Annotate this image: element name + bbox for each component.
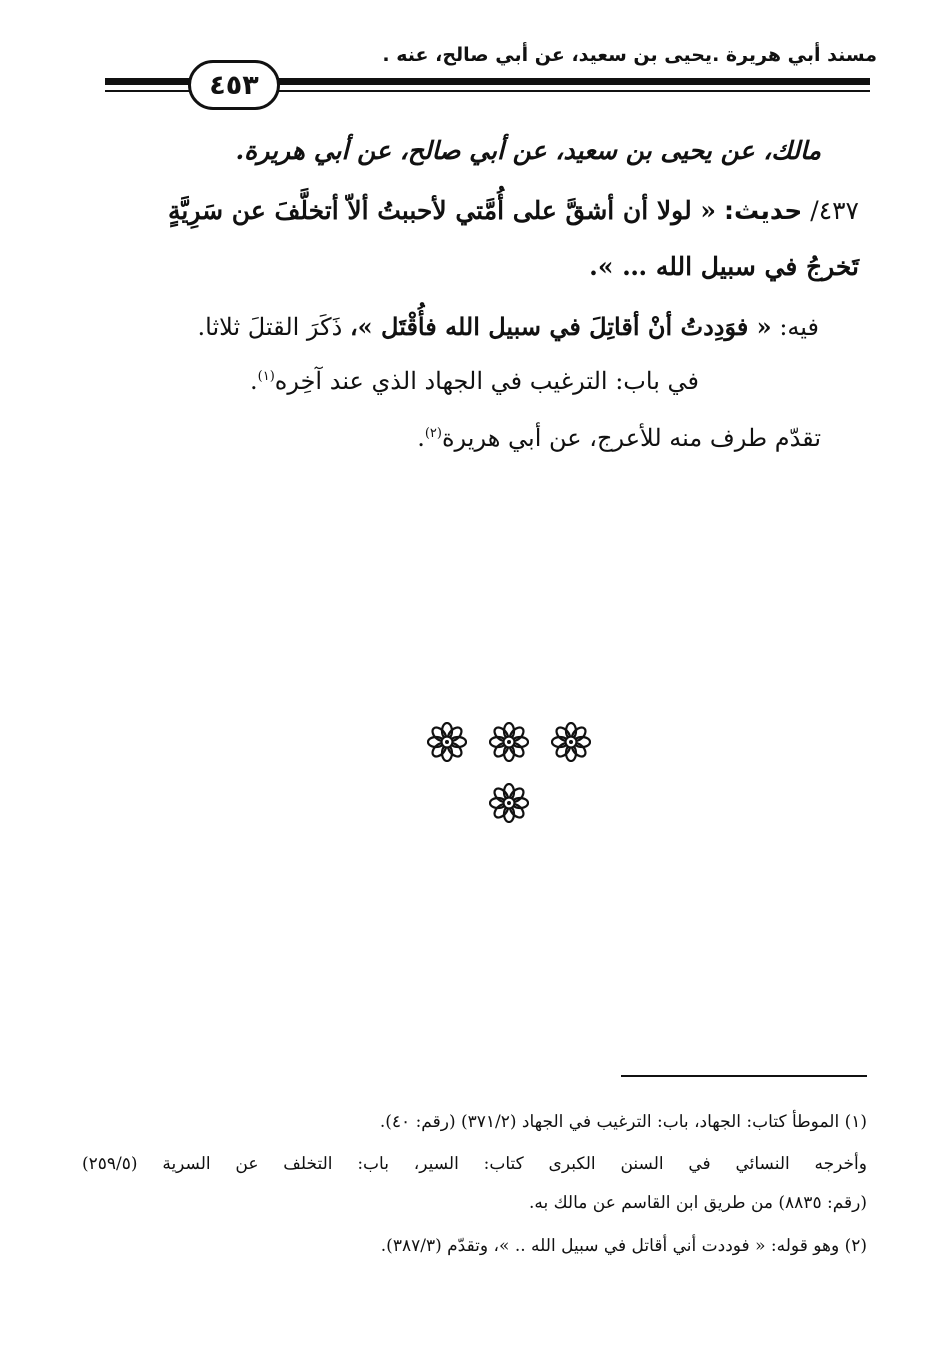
flower-ornament-icon xyxy=(551,722,591,762)
hadith-text: « لولا أن أشقَّ على أُمَّتي لأحببتُ ألاّ أتخلَّفَ عن سَرِيَّةٍ xyxy=(168,196,717,225)
footnote-ref-2: (٢) xyxy=(424,426,442,441)
page-number-badge xyxy=(188,60,280,110)
fihi-suffix: ذَكَرَ القتلَ ثلاثا. xyxy=(197,313,343,341)
fihi-prefix: فيه: xyxy=(779,313,819,341)
bab-text: في باب: الترغيب في الجهاد الذي عند آخِره xyxy=(274,367,699,395)
footnote-ref-1: (١) xyxy=(257,369,275,384)
fihi-line xyxy=(198,312,819,341)
hadith-label: حديث: xyxy=(724,196,803,225)
flower-ornament-icon xyxy=(427,722,467,762)
bab-line xyxy=(250,367,699,395)
bab-end: . xyxy=(249,367,258,395)
footnote-2: (٢) وهو قوله: « فوددت أني أقاتل في سبيل الله .. »، وتقدّم (٣٨٧/٣). xyxy=(380,1236,867,1256)
taqaddam-line xyxy=(417,424,821,452)
flower-ornament-icon xyxy=(489,722,529,762)
running-head: مسند أبي هريرة .يحيى بن سعيد، عن أبي صالح، عنه . xyxy=(382,44,877,66)
footnote-1-continued-2: (رقم: ٨٨٣٥) من طريق ابن القاسم عن مالك به. xyxy=(528,1193,867,1213)
hadith-line-1 xyxy=(168,196,859,225)
footnote-1-continued: وأخرجه النسائي في السنن الكبرى كتاب: السير، باب: التخلف عن السرية (٢٥٩/٥) xyxy=(82,1154,867,1174)
isnad-chain: مالك، عن يحيى بن سعيد، عن أبي صالح، عن أبي هريرة. xyxy=(235,136,821,165)
taqaddam-end: . xyxy=(417,424,425,452)
hadith-line-2: تَخرجُ في سبيل الله … ». xyxy=(589,252,859,281)
flower-ornament-icon xyxy=(489,783,529,823)
taqaddam-text: تقدّم طرف منه للأعرج، عن أبي هريرة xyxy=(441,424,821,452)
hadith-number: ٤٣٧/ xyxy=(810,196,859,225)
fihi-quote: « فوَدِدتُ أنْ أقاتِلَ في سبيل الله فأُقْتَل »، xyxy=(349,312,772,341)
footnote-1: (١) الموطأ كتاب: الجهاد، باب: الترغيب في الجهاد (٣٧١/٢) (رقم: ٤٠). xyxy=(379,1112,867,1132)
page-number: ٤٥٣ xyxy=(209,69,259,101)
footnote-separator xyxy=(621,1075,867,1077)
